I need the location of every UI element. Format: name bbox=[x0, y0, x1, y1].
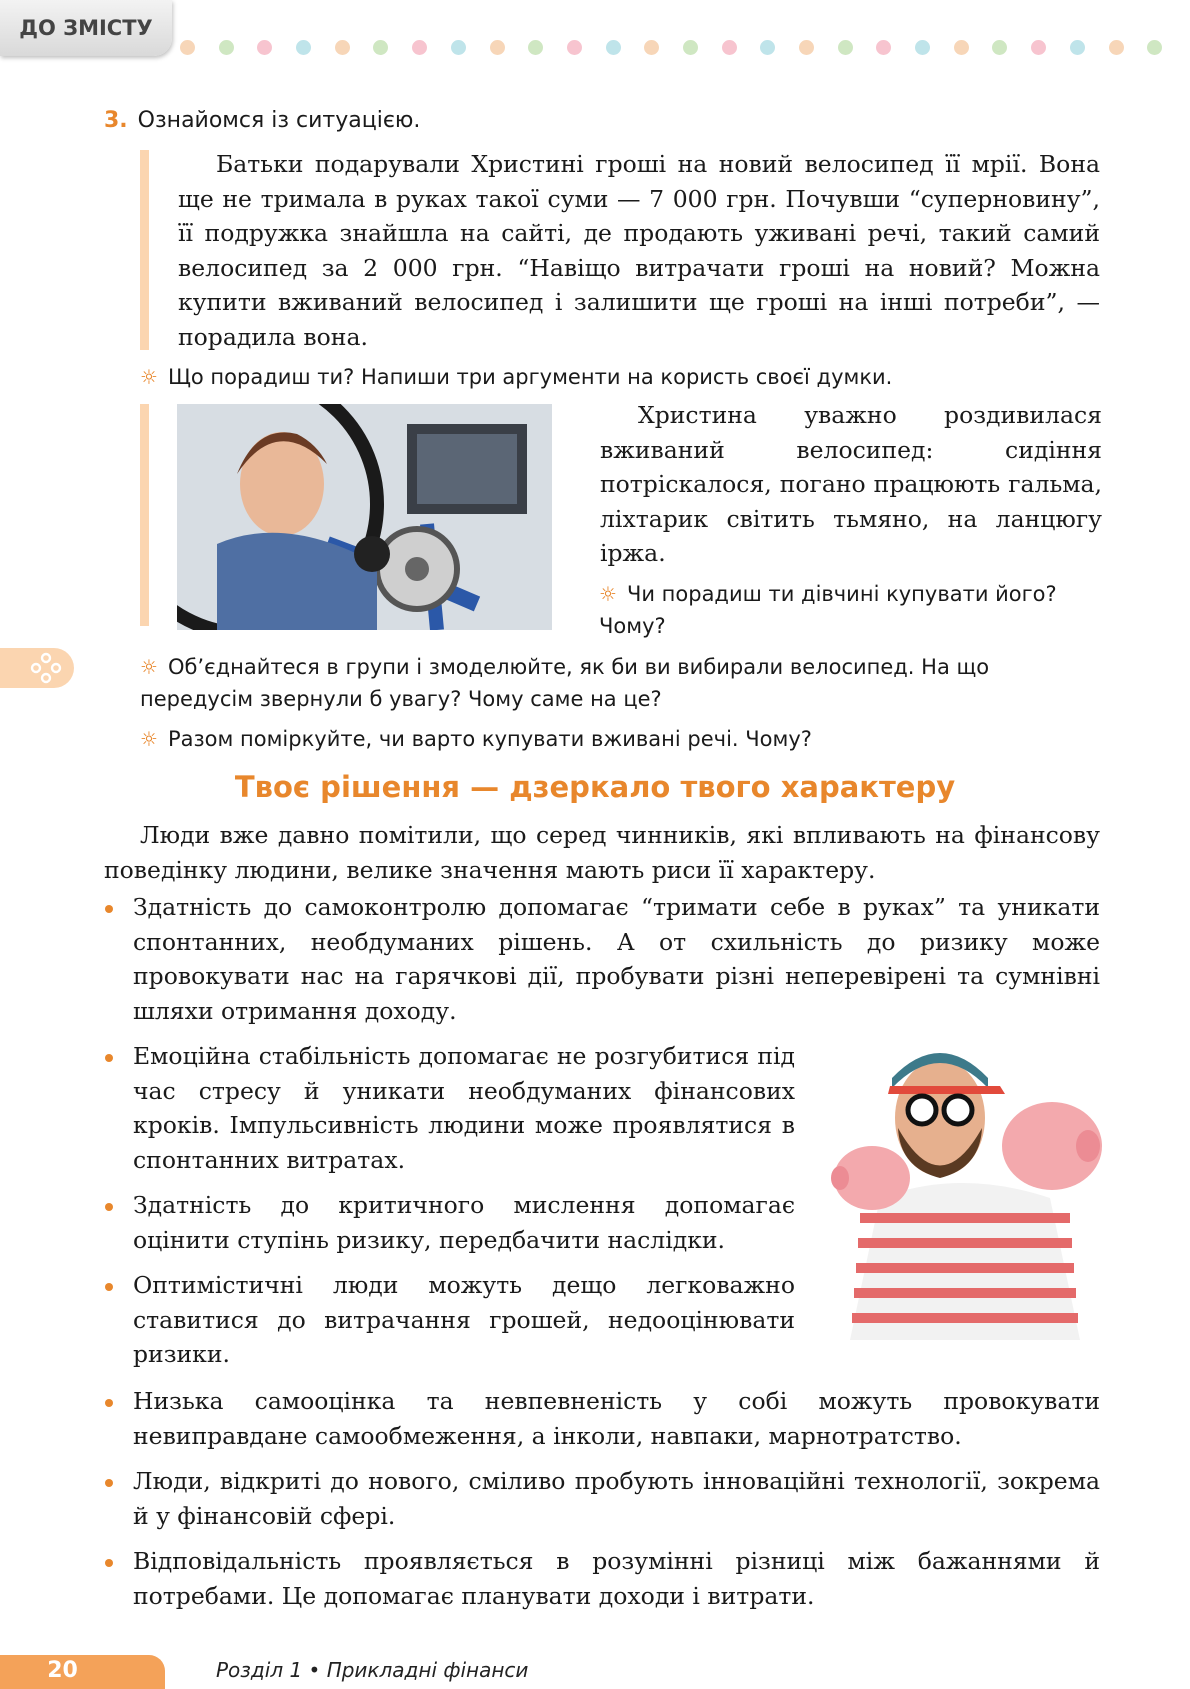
decorative-dot bbox=[1031, 40, 1046, 55]
decorative-dot bbox=[722, 40, 737, 55]
story-2-text: Христина уважно роздивилася вживаний велосипед: сидіння потріскалося, погано працюють гальма, ліхтарик світить тьмяно, на ланцюгу іржа. bbox=[600, 401, 1102, 567]
question-2 bbox=[599, 578, 1099, 642]
decorative-dot bbox=[606, 40, 621, 55]
group-work-icon bbox=[0, 648, 74, 688]
question-1-text: Що порадиш ти? Напиши три аргументи на користь своєї думки. bbox=[167, 365, 893, 389]
story-text: Батьки подарували Христині гроші на новий велосипед її мрії. Вона ще не тримала в руках такої суми — 7 000 грн. Почувши “суперновину”, її подружка знайшла на сайті, де продають уживані речі, такий самий велосипед за 2 000 грн. “Навіщо витрачати гроші на новий? Можна купити вживаний велосипед і залишити ще гроші на інші потреби”, — порадила вона. bbox=[178, 150, 1100, 351]
question-1 bbox=[140, 361, 892, 393]
decorative-dot bbox=[412, 40, 427, 55]
question-3-text: Об’єднайтеся в групи і змоделюйте, як би ви вибирали велосипед. На що передусім звернули б увагу? Чому саме на це? bbox=[140, 655, 990, 711]
bullet-item: Здатність до самоконтролю допомагає “тримати себе в руках” та уникати спонтанних, необдуманих рішень. А от схильність до ризику може провокувати нас на гарячкові дії, пробувати різні неперевірені та сумнівні шляхи отримання доходу. bbox=[133, 890, 1100, 1028]
intro-text: Люди вже давно помітили, що серед чинників, які впливають на фінансову поведінку людини, велике значення мають риси її характеру. bbox=[104, 821, 1100, 884]
decorative-dot bbox=[490, 40, 505, 55]
bullet-item: Здатність до критичного мислення допомагає оцінити ступінь ризику, передбачити наслідки. bbox=[133, 1188, 795, 1257]
decorative-dot bbox=[992, 40, 1007, 55]
section-title: Розділ 1 • Прикладні фінанси bbox=[216, 1658, 529, 1682]
decorative-dot bbox=[335, 40, 350, 55]
decorative-dot bbox=[451, 40, 466, 55]
decorative-dot bbox=[180, 40, 195, 55]
man-piggybanks-photo bbox=[820, 1028, 1102, 1340]
decorative-dot bbox=[683, 40, 698, 55]
quote-bar bbox=[140, 150, 149, 350]
sun-icon: ☼ bbox=[140, 365, 158, 389]
bullet-item: Низька самооцінка та невпевненість у собі можуть провокувати невиправдане самообмеження, а інколи, навпаки, марнотратство. bbox=[133, 1384, 1100, 1453]
bullet-item: Емоційна стабільність допомагає не розгубитися під час стресу й уникати необдуманих фінансових кроків. Імпульсивність людини може проявлятися в спонтанних витратах. bbox=[133, 1039, 795, 1177]
decorative-dot bbox=[219, 40, 234, 55]
question-4-text: Разом поміркуйте, чи варто купувати вживані речі. Чому? bbox=[167, 727, 812, 751]
bullet-item: Люди, відкриті до нового, сміливо пробують інноваційні технології, зокрема й у фінансовій сфері. bbox=[133, 1464, 1100, 1533]
decorative-dot bbox=[567, 40, 582, 55]
bullet-item: Оптимістичні люди можуть дещо легковажно ставитися до витрачання грошей, недооцінювати ризики. bbox=[133, 1268, 795, 1372]
decorative-dot bbox=[799, 40, 814, 55]
task-title: Ознайомся із ситуацією. bbox=[137, 108, 421, 133]
sun-icon: ☼ bbox=[599, 582, 617, 606]
decorative-dot bbox=[954, 40, 969, 55]
decorative-dot bbox=[876, 40, 891, 55]
toc-button[interactable]: ДО ЗМІСТУ bbox=[0, 0, 172, 56]
decorative-dot bbox=[296, 40, 311, 55]
decorative-dot bbox=[1070, 40, 1085, 55]
decorative-dot bbox=[1109, 40, 1124, 55]
decorative-dot bbox=[1147, 40, 1162, 55]
bullet-item: Відповідальність проявляється в розумінні різниці між бажаннями й потребами. Це допомагає планувати доходи і витрати. bbox=[133, 1544, 1100, 1613]
question-4 bbox=[140, 723, 812, 755]
decorative-dots bbox=[180, 40, 1185, 58]
task-heading bbox=[104, 108, 420, 133]
sun-icon: ☼ bbox=[140, 655, 158, 679]
section-heading: Твоє рішення — дзеркало твого характеру bbox=[234, 770, 956, 804]
decorative-dot bbox=[528, 40, 543, 55]
footer-dashes bbox=[0, 1642, 1190, 1646]
page-number: 20 bbox=[0, 1655, 165, 1689]
decorative-dot bbox=[838, 40, 853, 55]
question-3 bbox=[140, 651, 1105, 715]
decorative-dot bbox=[373, 40, 388, 55]
decorative-dot bbox=[915, 40, 930, 55]
decorative-dot bbox=[760, 40, 775, 55]
decorative-dot bbox=[644, 40, 659, 55]
quote-bar-2 bbox=[140, 404, 149, 626]
task-number: 3. bbox=[104, 108, 128, 133]
decorative-dot bbox=[257, 40, 272, 55]
sun-icon: ☼ bbox=[140, 727, 158, 751]
girl-bicycle-photo bbox=[177, 404, 552, 630]
question-2-text: Чи порадиш ти дівчині купувати його? Чому? bbox=[599, 582, 1057, 638]
